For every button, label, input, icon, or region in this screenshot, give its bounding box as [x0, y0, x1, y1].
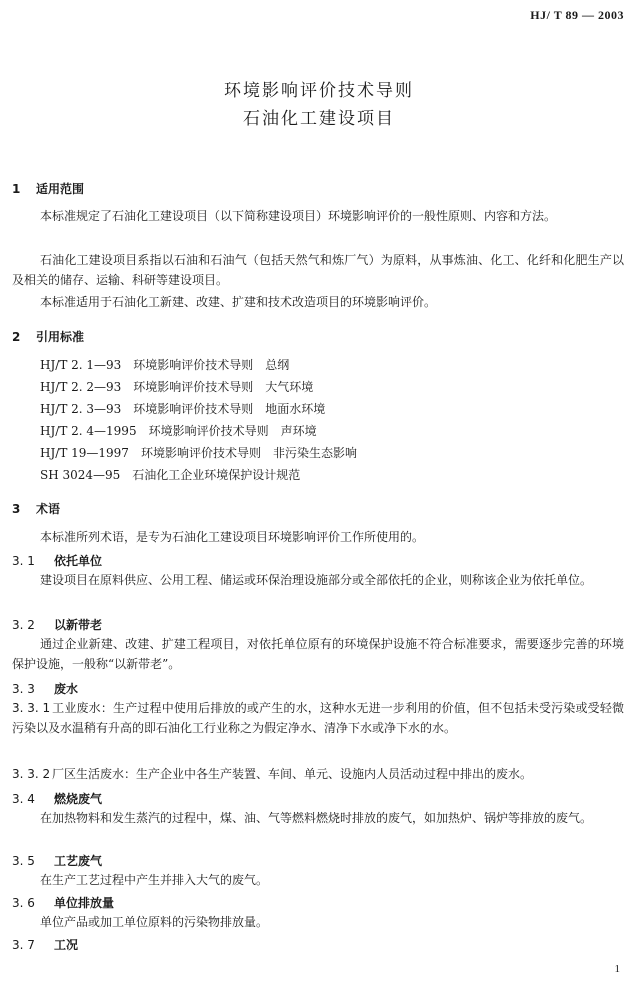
term-3-3-1-text: 3. 3. 1 工业废水：生产过程中使用后排放的或产生的水，这种水无进一步利用的价值，但不包括未受污染或受轻微污染以及水温稍有升高的即石油化工行业称之为假定净水、清净下水或净下水的水。: [12, 701, 624, 735]
standard-code: HJ/ T 89 — 2003: [530, 8, 624, 22]
section-1-heading: [12, 180, 84, 197]
section-1-para-3: 本标准适用于石油化工新建、改建、扩建和技术改造项目的环境影响评价。: [40, 295, 437, 309]
document-title-line2: 石油化工建设项目: [243, 109, 395, 129]
term-3-5-heading: 3. 5 工艺废气: [12, 854, 103, 868]
section-2-heading: [12, 328, 84, 345]
section-1-para-2: 石油化工建设项目系指以石油和石油气（包括天然气和炼厂气）为原料，从事炼油、化工、化纤和化肥生产以及相关的储存、运输、科研等建设项目。: [12, 253, 624, 287]
reference-item: HJ/T 2. 1—93 环境影响评价技术导则 总纲: [40, 358, 290, 372]
section-3-intro: 本标准所列术语，是专为石油化工建设项目环境影响评价工作所使用的。: [40, 530, 425, 544]
section-number: 3: [12, 502, 21, 516]
section-title: 适用范围: [36, 182, 85, 196]
term-3-2-text: 通过企业新建、改建、扩建工程项目，对依托单位原有的环境保护设施不符合标准要求，需要逐步完善的环境保护设施，一般称“以新带老”。: [12, 637, 624, 671]
reference-item: HJ/T 2. 3—93 环境影响评价技术导则 地面水环境: [40, 402, 326, 416]
section-1-para-1: 本标准规定了石油化工建设项目（以下简称建设项目）环境影响评价的一般性原则、内容和方法。: [40, 209, 557, 223]
term-3-4-heading: 3. 4 燃烧废气: [12, 792, 103, 806]
reference-item: SH 3024—95 石油化工企业环境保护设计规范: [40, 468, 301, 482]
section-title: 术语: [36, 502, 61, 516]
section-number: 1: [12, 182, 21, 196]
term-3-5-text: 在生产工艺过程中产生并排入大气的废气。: [40, 873, 269, 887]
document-title-line1: 环境影响评价技术导则: [224, 81, 414, 101]
term-3-3-heading: 3. 3 废水: [12, 682, 79, 696]
reference-item: HJ/T 2. 4—1995 环境影响评价技术导则 声环境: [40, 424, 317, 438]
section-title: 引用标准: [36, 330, 85, 344]
term-3-7-heading: 3. 7 工况: [12, 938, 79, 952]
term-3-1-heading: 3. 1 依托单位: [12, 554, 103, 568]
term-3-1-text: 建设项目在原料供应、公用工程、储运或环保治理设施部分或全部依托的企业，则称该企业为依托单位。: [40, 573, 593, 587]
reference-item: HJ/T 19—1997 环境影响评价技术导则 非污染生态影响: [40, 446, 357, 460]
section-3-heading: [12, 500, 60, 517]
reference-item: HJ/T 2. 2—93 环境影响评价技术导则 大气环境: [40, 380, 314, 394]
term-3-6-text: 单位产品或加工单位原料的污染物排放量。: [40, 915, 269, 929]
term-3-2-heading: 3. 2 以新带老: [12, 618, 103, 632]
term-3-6-heading: 3. 6 单位排放量: [12, 896, 115, 910]
section-number: 2: [12, 330, 21, 344]
term-3-4-text: 在加热物料和发生蒸汽的过程中，煤、油、气等燃料燃烧时排放的废气，如加热炉、锅炉等排放的废气。: [40, 811, 593, 825]
page-number: 1: [614, 963, 620, 975]
term-3-3-2-text: 3. 3. 2 厂区生活废水：生产企业中各生产装置、车间、单元、设施内人员活动过程中排出的废水。: [12, 767, 533, 781]
